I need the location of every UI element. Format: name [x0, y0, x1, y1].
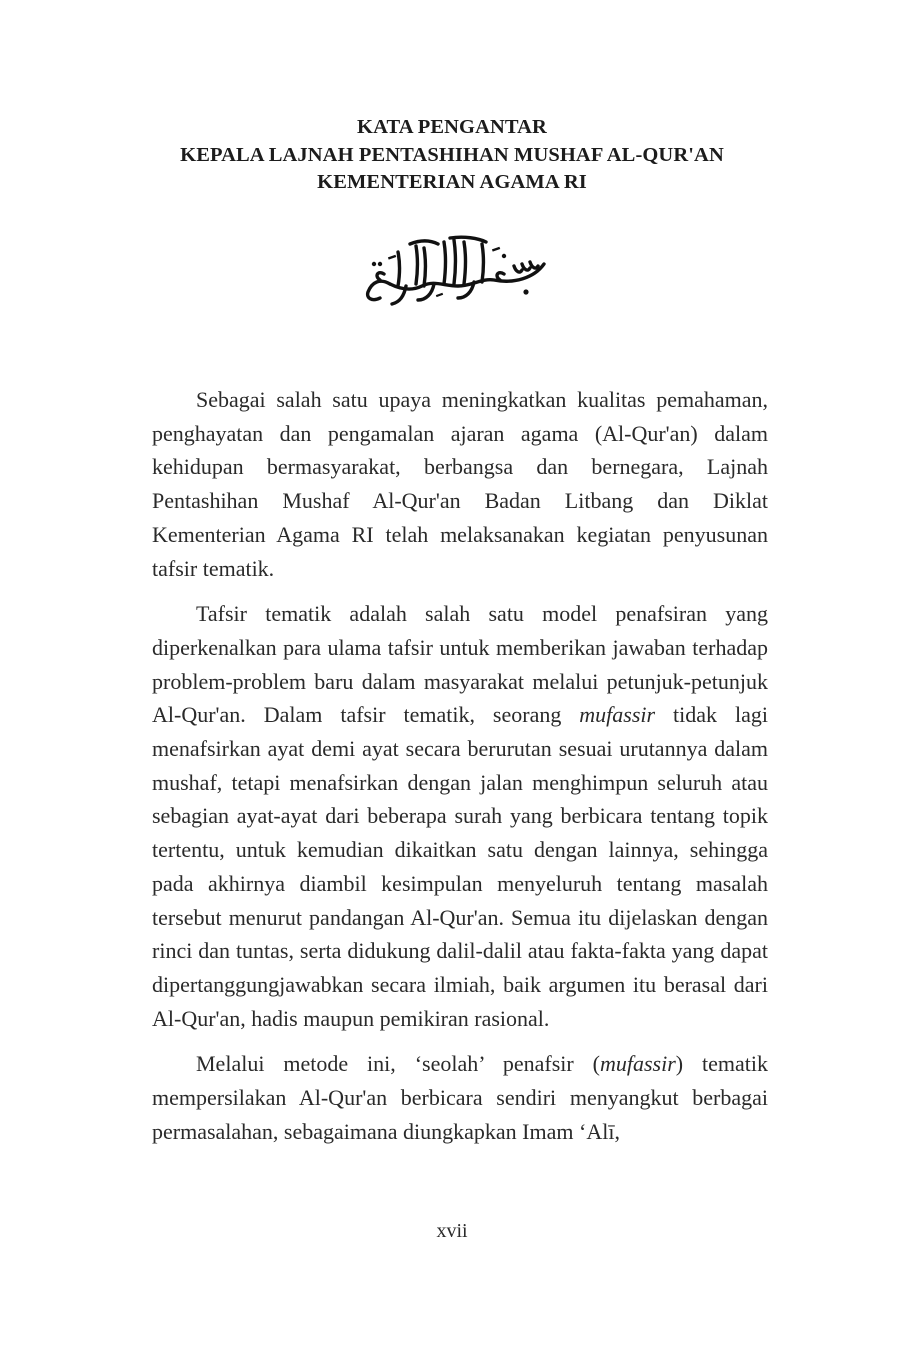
paragraph-2-text-b: tidak lagi menafsirkan ayat demi ayat secara berurutan sesuai urutannya dalam mushaf, tetapi menafsirkan dengan jalan menghimpun seluruh atau sebagian ayat-ayat dari beberapa surah yang berbicara tentang topik tertentu, untuk kemudian dikaitkan satu dengan lainnya, sehingga pada akhirnya diambil kesimpulan menyeluruh tentang masalah tersebut menurut pandangan Al-Qur'an. Semua itu dijelaskan dengan rinci dan tuntas, serta didukung dalil-dalil atau fakta-fakta yang dapat dipertanggungjawabkan secara ilmiah, baik argumen itu berasal dari Al-Qur'an, hadis maupun pemikiran rasional.	[152, 702, 768, 1031]
paragraph-3-text-b: ) tematik mempersilakan Al-Qur'an berbicara sendiri menyangkut berbagai permasalahan, sebagaimana diungkapkan Imam ‘Alī,	[152, 1051, 768, 1144]
paragraph-1: Sebagai salah satu upaya meningkatkan kualitas pemahaman, penghayatan dan pengamalan ajaran agama (Al-Qur'an) dalam kehidupan bermasyarakat, berbangsa dan bernegara, Lajnah Pentashihan Mushaf Al-Qur'an Badan Litbang dan Diklat Kementerian Agama RI telah melaksanakan kegiatan penyusunan tafsir tematik.	[152, 387, 768, 581]
paragraph-2-text-a: Tafsir tematik adalah salah satu model penafsiran yang diperkenalkan para ulama tafsir untuk memberikan jawaban terhadap problem-problem baru dalam masyarakat melalui petunjuk-petunjuk Al-Qur'an. Dalam tafsir tematik, seorang	[152, 601, 768, 728]
paragraph-3	[152, 1047, 768, 1148]
paragraph-3-italic-term: mufassir	[599, 1051, 676, 1077]
paragraph-2	[152, 597, 768, 1035]
title-line-3: KEMENTERIAN AGAMA RI	[317, 171, 587, 193]
body-text	[152, 383, 768, 1160]
page-title	[0, 114, 904, 197]
page-number: xvii	[436, 1220, 468, 1242]
basmala-calligraphy-icon	[354, 234, 554, 308]
title-line-2: KEPALA LAJNAH PENTASHIHAN MUSHAF AL-QUR'AN	[180, 143, 724, 166]
paragraph-3-text-a: Melalui metode ini, ‘seolah’ penafsir (	[196, 1051, 600, 1077]
title-line-1: KATA PENGANTAR	[357, 116, 547, 138]
paragraph-2-italic-term: mufassir	[579, 702, 656, 728]
